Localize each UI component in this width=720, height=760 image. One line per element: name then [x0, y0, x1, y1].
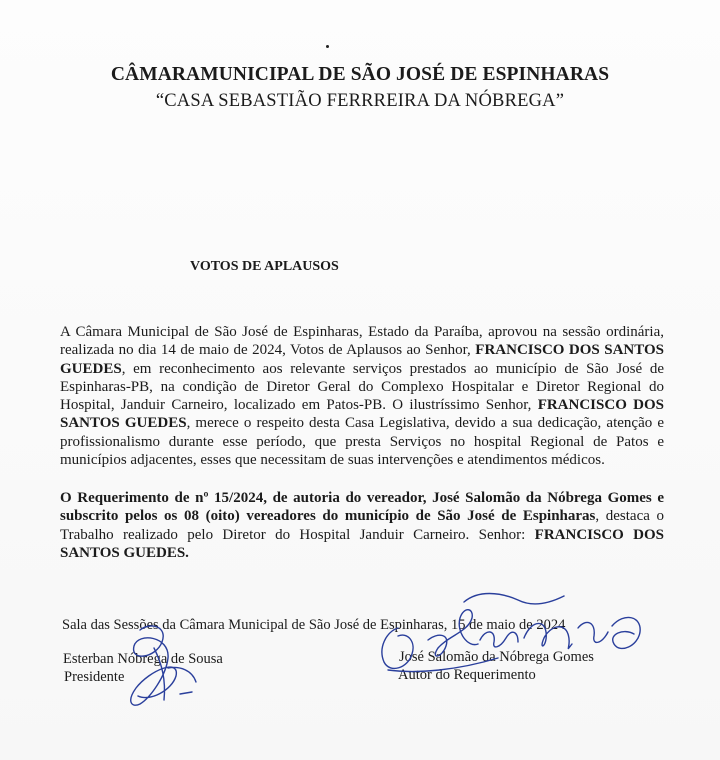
- president-signature: [110, 618, 220, 718]
- closing-line: Sala das Sessões da Câmara Municipal de São José de Espinharas, 15 de maio de 2024: [62, 617, 566, 633]
- president-role: Presidente: [64, 669, 125, 685]
- honoree-name-3: FRANCISCO DOS SANTOS GUEDES.: [60, 526, 665, 561]
- author-signature: [368, 588, 658, 698]
- chamber-name: CÂMARAMUNICIPAL DE SÃO JOSÉ DE ESPINHARAS: [110, 64, 610, 85]
- author-name: José Salomão da Nóbrega Gomes: [399, 649, 594, 665]
- p2-bold-text: O Requerimento de nº 15/2024, de autoria do vereador, José Salomão da Nóbrega Gomes e subscrito pelos os 08 (oito) vereadores do município de São José de Espinharas: [60, 490, 664, 525]
- house-name: “CASA SEBASTIÃO FERRREIRA DA NÓBREGA”: [155, 91, 565, 111]
- honoree-name-2: FRANCISCO DOS SANTOS GUEDES: [60, 397, 664, 432]
- scan-dot: [326, 45, 329, 48]
- president-name: Esterban Nóbrega de Sousa: [63, 651, 223, 667]
- p1-text-c: , merece o respeito desta Casa Legislativa, devido a sua dedicação, atenção e profissionalismo durante esse período, que presta Serviços no hospital Regional de Patos e municípios adjacentes, esses que necessitam de suas intervenções e atendimentos médicos.: [60, 415, 664, 469]
- paragraph-1: [60, 323, 664, 469]
- document-title: VOTOS DE APLAUSOS: [190, 259, 339, 274]
- p2-text: , destaca o Trabalho realizado pelo Diretor do Hospital Janduir Carneiro. Senhor:: [60, 508, 664, 543]
- author-role: Autor do Requerimento: [398, 667, 536, 683]
- p1-text-a: A Câmara Municipal de São José de Espinharas, Estado da Paraíba, aprovou na sessão ordinária, realizada no dia 14 de maio de 2024, Votos de Aplausos ao Senhor,: [60, 324, 664, 359]
- p1-text-b: , em reconhecimento aos relevante serviços prestados ao município de São José de Espinharas-PB, na condição de Diretor Geral do Complexo Hospitalar e Diretor Regional do Hospital, Janduir Carneiro, localizado em Patos-PB. O ilustríssimo Senhor,: [60, 360, 664, 414]
- honoree-name-1: FRANCISCO DOS SANTOS GUEDES: [60, 342, 664, 377]
- paragraph-2: [60, 489, 664, 562]
